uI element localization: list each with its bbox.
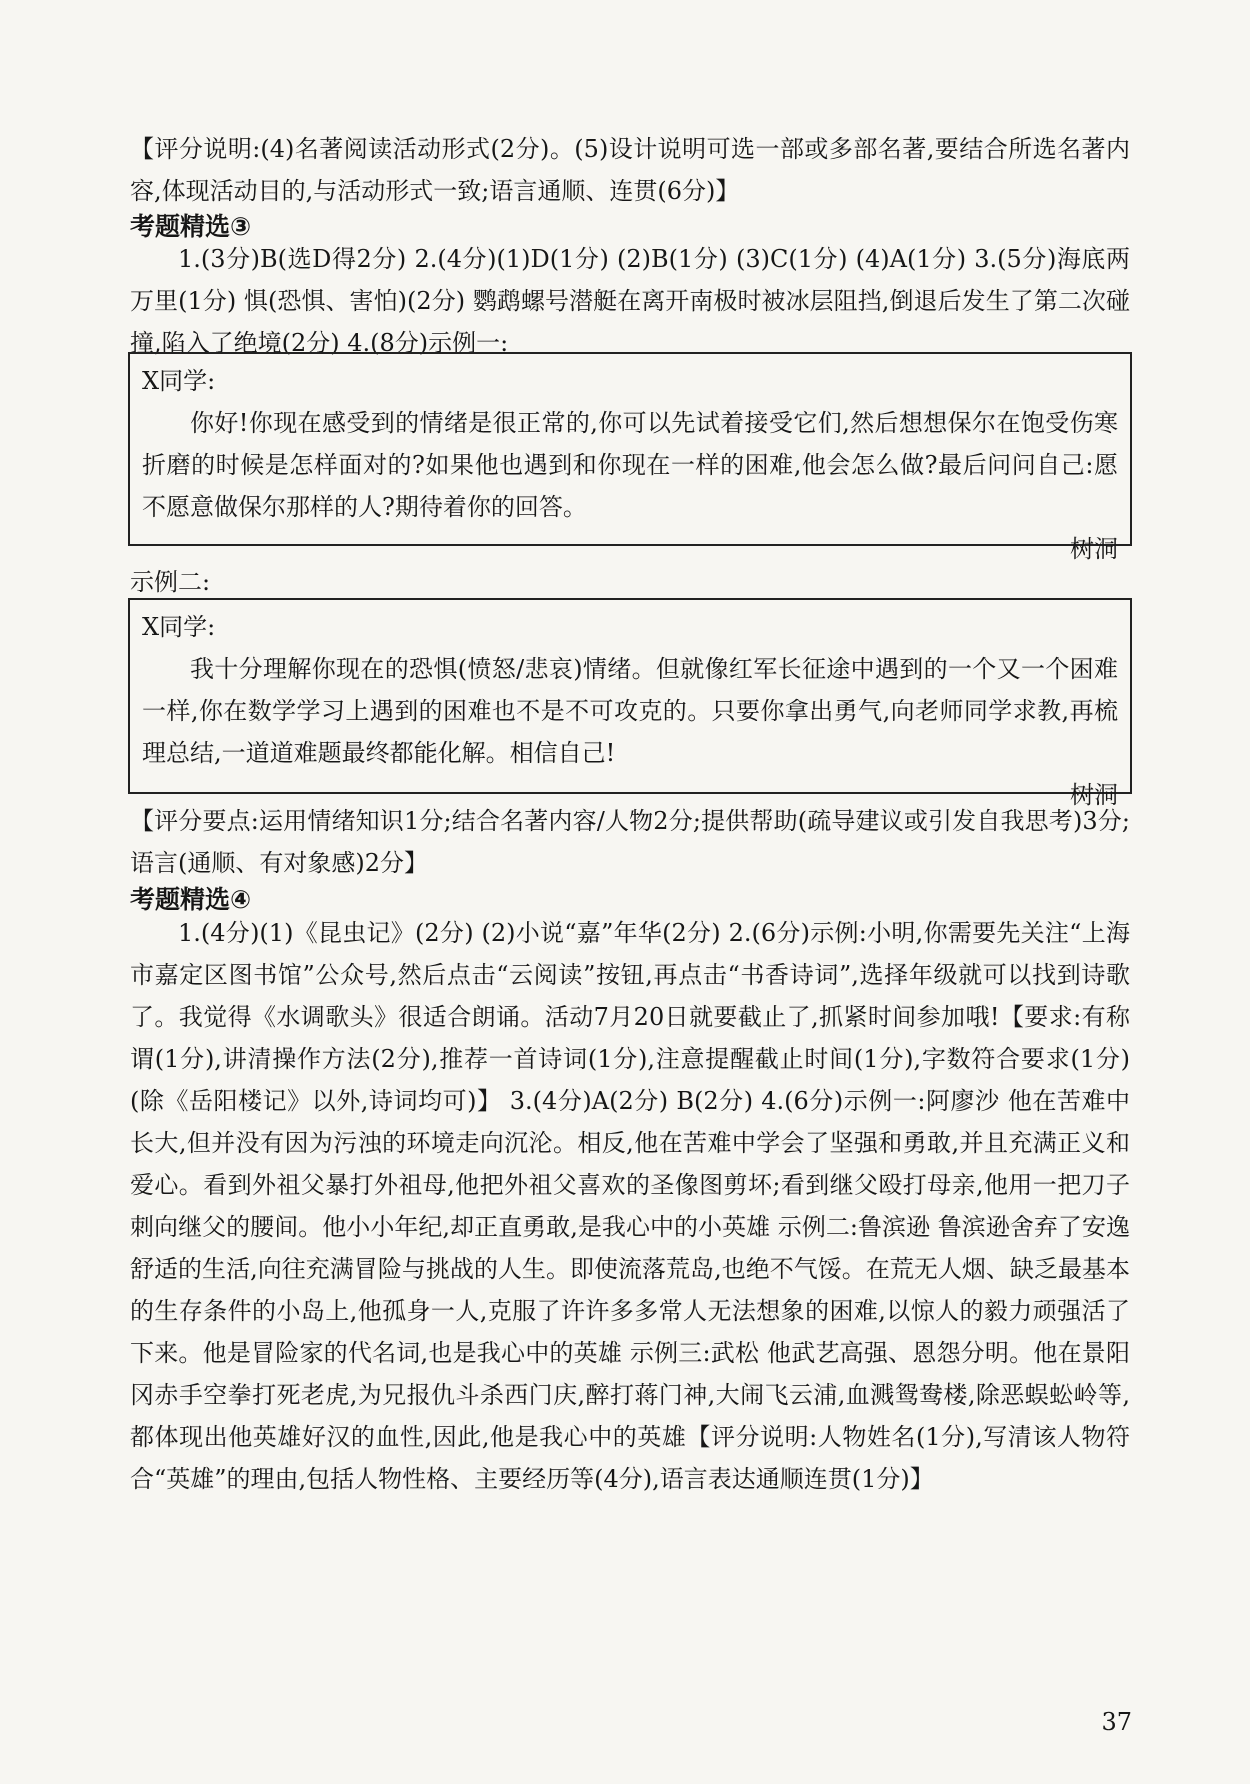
example-1-signature: 树洞 <box>1070 535 1118 563</box>
section-3-heading: 考题精选③ <box>130 212 252 241</box>
example-1-box <box>128 352 1132 563</box>
section-4-heading: 考题精选④ <box>130 885 252 914</box>
example-1-body: 你好!你现在感受到的情绪是很正常的,你可以先试着接受它们,然后想想保尔在饱受伤寒折磨的时候是怎样面对的?如果他也遇到和你现在一样的困难,他会怎么做?最后问问自己:愿不愿意做保尔那样的人?期待着你的回答。 <box>142 409 1118 521</box>
example-2-box <box>128 598 1132 809</box>
example-2-signature: 树洞 <box>1070 781 1118 809</box>
example-1-addressee: X同学: <box>142 367 216 395</box>
example-2-label: 示例二: <box>130 568 211 596</box>
section-4-answers: 1.(4分)(1)《昆虫记》(2分) (2)小说“嘉”年华(2分) 2.(6分)示例:小明,你需要先关注“上海市嘉定区图书馆”公众号,然后点击“云阅读”按钮,再点击“书香诗词”,选择年级就可以找到诗歌了。我觉得《水调歌头》很适合朗诵。活动7月20日就要截止了,抓紧时间参加哦!【要求:有称谓(1分),讲清操作方法(2分),推荐一首诗词(1分),注意提醒截止时间(1分),字数符合要求(1分)(除《岳阳楼记》以外,诗词均可)】 3.(4分)A(2分) B(2分) 4.(6分)示例一:阿廖沙 他在苦难中长大,但并没有因为污浊的环境走向沉沦。相反,他在苦难中学会了坚强和勇敢,并且充满正义和爱心。看到外祖父暴打外祖母,他把外祖父喜欢的圣像图剪坏;看到继父殴打母亲,他用一把刀子刺向继父的腰间。他小小年纪,却正直勇敢,是我心中的小英雄 示例二:鲁滨逊 鲁滨逊舍弃了安逸舒适的生活,向往充满冒险与挑战的人生。即使流落荒岛,也绝不气馁。在荒无人烟、缺乏最基本的生存条件的小岛上,他孤身一人,克服了许许多多常人无法想象的困难,以惊人的毅力顽强活了下来。他是冒险家的代名词,也是我心中的英雄 示例三:武松 他武艺高强、恩怨分明。他在景阳冈赤手空拳打死老虎,为兄报仇斗杀西门庆,醉打蒋门神,大闹飞云浦,血溅鸳鸯楼,除恶蜈蚣岭等,都体现出他英雄好汉的血性,因此,他是我心中的英雄【评分说明:人物姓名(1分),写清该人物符合“英雄”的理由,包括人物性格、主要经历等(4分),语言表达通顺连贯(1分)】 <box>130 919 1130 1493</box>
example-2-body: 我十分理解你现在的恐惧(愤怒/悲哀)情绪。但就像红军长征途中遇到的一个又一个困难一样,你在数学学习上遇到的困难也不是不可攻克的。只要你拿出勇气,向老师同学求教,再梳理总结,一道道难题最终都能化解。相信自己! <box>142 655 1118 767</box>
section-3-answers: 1.(3分)B(选D得2分) 2.(4分)(1)D(1分) (2)B(1分) (3)C(1分) (4)A(1分) 3.(5分)海底两万里(1分) 惧(恐惧、害怕)(2分) 鹦鹉螺号潜艇在离开南极时被冰层阻挡,倒退后发生了第二次碰撞,陷入了绝境(2分) 4.(8分)示例一: <box>130 245 1130 357</box>
section-3-scoring: 【评分要点:运用情绪知识1分;结合名著内容/人物2分;提供帮助(疏导建议或引发自我思考)3分;语言(通顺、有对象感)2分】 <box>130 807 1130 877</box>
example-2-addressee: X同学: <box>142 613 216 641</box>
top-scoring-note: 【评分说明:(4)名著阅读活动形式(2分)。(5)设计说明可选一部或多部名著,要结合所选名著内容,体现活动目的,与活动形式一致;语言通顺、连贯(6分)】 <box>130 135 1130 205</box>
page-number: 37 <box>1101 1708 1132 1736</box>
